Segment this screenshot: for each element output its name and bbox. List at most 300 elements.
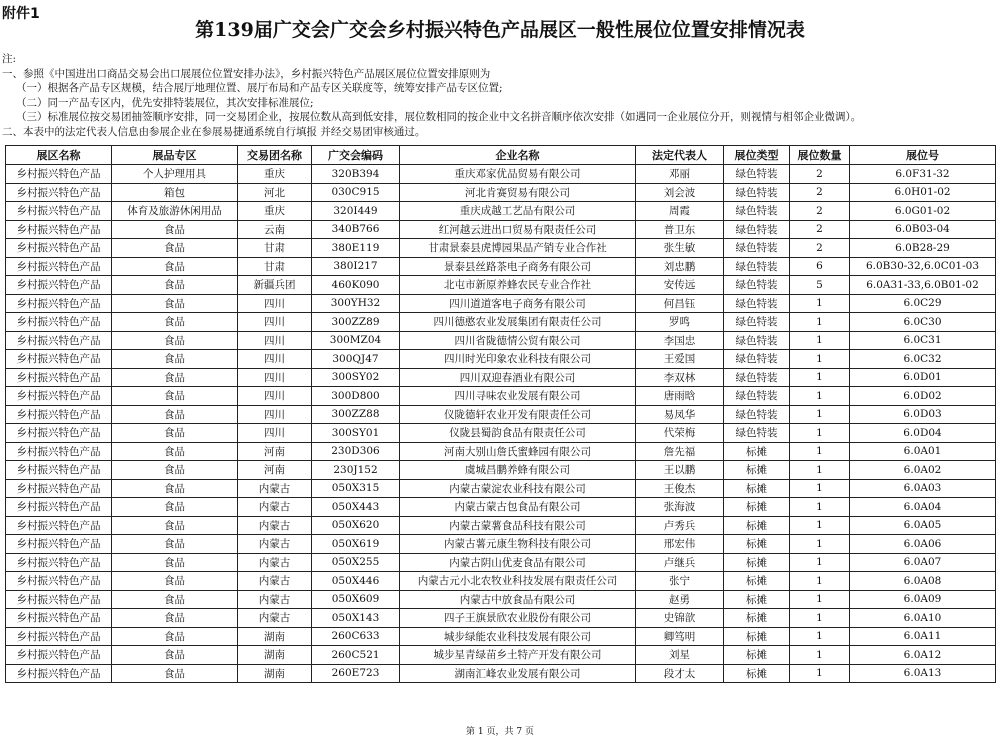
table-cell: 乡村振兴特色产品 bbox=[6, 498, 112, 517]
table-cell: 四川 bbox=[238, 424, 312, 443]
column-header: 展位类型 bbox=[724, 146, 790, 165]
table-cell: 河南大别山詹氏蜜蜂园有限公司 bbox=[400, 442, 636, 461]
table-cell: 320B394 bbox=[312, 165, 400, 184]
table-row bbox=[6, 516, 996, 535]
table-cell: 绿色特装 bbox=[724, 239, 790, 258]
table-cell: 6.0C30 bbox=[850, 313, 996, 332]
table-row bbox=[6, 479, 996, 498]
table-cell: 标摊 bbox=[724, 627, 790, 646]
table-cell: 300MZ04 bbox=[312, 331, 400, 350]
table-cell: 1 bbox=[790, 535, 850, 554]
table-cell: 四川 bbox=[238, 350, 312, 369]
table-row bbox=[6, 442, 996, 461]
table-cell: 卢秀兵 bbox=[636, 516, 724, 535]
column-header: 交易团名称 bbox=[238, 146, 312, 165]
table-cell: 湖南 bbox=[238, 646, 312, 665]
table-cell: 乡村振兴特色产品 bbox=[6, 294, 112, 313]
table-cell: 四川 bbox=[238, 331, 312, 350]
column-header: 广交会编码 bbox=[312, 146, 400, 165]
table-cell: 段才太 bbox=[636, 664, 724, 683]
table-cell: 四川 bbox=[238, 294, 312, 313]
table-cell: 6.0A08 bbox=[850, 572, 996, 591]
table-cell: 乡村振兴特色产品 bbox=[6, 350, 112, 369]
table-cell: 代荣梅 bbox=[636, 424, 724, 443]
table-cell: 李国忠 bbox=[636, 331, 724, 350]
table-cell: 1 bbox=[790, 350, 850, 369]
table-cell: 河南 bbox=[238, 442, 312, 461]
table-cell: 食品 bbox=[112, 572, 238, 591]
table-cell: 6.0D02 bbox=[850, 387, 996, 406]
table-cell: 河北 bbox=[238, 183, 312, 202]
booth-table bbox=[5, 145, 996, 683]
table-cell: 卿笃明 bbox=[636, 627, 724, 646]
table-cell: 邓丽 bbox=[636, 165, 724, 184]
table-cell: 食品 bbox=[112, 294, 238, 313]
table-cell: 四川 bbox=[238, 387, 312, 406]
table-cell: 乡村振兴特色产品 bbox=[6, 424, 112, 443]
table-cell: 6.0C29 bbox=[850, 294, 996, 313]
table-cell: 食品 bbox=[112, 442, 238, 461]
table-cell: 食品 bbox=[112, 535, 238, 554]
table-cell: 300ZZ89 bbox=[312, 313, 400, 332]
table-cell: 食品 bbox=[112, 479, 238, 498]
table-cell: 绿色特装 bbox=[724, 183, 790, 202]
table-cell: 绿色特装 bbox=[724, 368, 790, 387]
table-cell: 050X143 bbox=[312, 609, 400, 628]
table-cell: 王俊杰 bbox=[636, 479, 724, 498]
table-cell: 乡村振兴特色产品 bbox=[6, 609, 112, 628]
table-cell: 1 bbox=[790, 313, 850, 332]
table-cell: 300YH32 bbox=[312, 294, 400, 313]
table-cell: 赵勇 bbox=[636, 590, 724, 609]
table-cell: 6.0B03-04 bbox=[850, 220, 996, 239]
table-cell: 乡村振兴特色产品 bbox=[6, 313, 112, 332]
table-cell: 标摊 bbox=[724, 442, 790, 461]
table-cell: 乡村振兴特色产品 bbox=[6, 202, 112, 221]
table-cell: 食品 bbox=[112, 313, 238, 332]
table-cell: 2 bbox=[790, 220, 850, 239]
table-cell: 乡村振兴特色产品 bbox=[6, 461, 112, 480]
table-row bbox=[6, 202, 996, 221]
table-cell: 绿色特装 bbox=[724, 276, 790, 295]
table-cell: 重庆成越工艺品有限公司 bbox=[400, 202, 636, 221]
table-row bbox=[6, 257, 996, 276]
table-cell: 2 bbox=[790, 239, 850, 258]
table-cell: 食品 bbox=[112, 239, 238, 258]
table-cell: 300ZZ88 bbox=[312, 405, 400, 424]
notes-label: 注: bbox=[2, 53, 17, 65]
table-row bbox=[6, 590, 996, 609]
table-cell: 刘会波 bbox=[636, 183, 724, 202]
table-cell: 詹先福 bbox=[636, 442, 724, 461]
table-cell: 河南 bbox=[238, 461, 312, 480]
table-cell: 乡村振兴特色产品 bbox=[6, 535, 112, 554]
table-cell: 6.0A06 bbox=[850, 535, 996, 554]
table-cell: 6.0H01-02 bbox=[850, 183, 996, 202]
table-cell: 食品 bbox=[112, 590, 238, 609]
table-cell: 乡村振兴特色产品 bbox=[6, 239, 112, 258]
table-cell: 食品 bbox=[112, 424, 238, 443]
table-cell: 城步绿能农业科技发展有限公司 bbox=[400, 627, 636, 646]
table-cell: 李双林 bbox=[636, 368, 724, 387]
table-cell: 乡村振兴特色产品 bbox=[6, 276, 112, 295]
note-line: （三）标准展位按交易团抽签顺序安排，同一交易团企业，按展位数从高到低安排，展位数相同的按企业中文名拼音顺序依次安排（如遇同一企业展位分开，则视情与相邻企业微调）。 bbox=[16, 111, 862, 124]
table-cell: 2 bbox=[790, 202, 850, 221]
table-cell: 乡村振兴特色产品 bbox=[6, 664, 112, 683]
table-cell: 食品 bbox=[112, 516, 238, 535]
table-cell: 内蒙古薯元康生物科技有限公司 bbox=[400, 535, 636, 554]
table-cell: 6.0D03 bbox=[850, 405, 996, 424]
table-cell: 绿色特装 bbox=[724, 405, 790, 424]
page-title: 第139届广交会广交会乡村振兴特色产品展区一般性展位位置安排情况表 bbox=[195, 19, 805, 41]
table-cell: 北屯市新原养蜂农民专业合作社 bbox=[400, 276, 636, 295]
table-cell: 城步星青绿苗乡土特产开发有限公司 bbox=[400, 646, 636, 665]
column-header: 企业名称 bbox=[400, 146, 636, 165]
table-row bbox=[6, 424, 996, 443]
table-cell: 仪陇县蜀韵食品有限责任公司 bbox=[400, 424, 636, 443]
table-cell: 1 bbox=[790, 442, 850, 461]
table-cell: 内蒙古元小北农牧业科技发展有限责任公司 bbox=[400, 572, 636, 591]
table-row bbox=[6, 276, 996, 295]
table-row bbox=[6, 646, 996, 665]
table-cell: 6.0G01-02 bbox=[850, 202, 996, 221]
table-cell: 卢继兵 bbox=[636, 553, 724, 572]
table-cell: 虞城昌鹏养蜂有限公司 bbox=[400, 461, 636, 480]
table-body bbox=[6, 165, 996, 683]
table-cell: 260C633 bbox=[312, 627, 400, 646]
table-cell: 乡村振兴特色产品 bbox=[6, 220, 112, 239]
table-cell: 史锦歆 bbox=[636, 609, 724, 628]
table-row bbox=[6, 405, 996, 424]
table-row bbox=[6, 220, 996, 239]
table-cell: 内蒙古 bbox=[238, 553, 312, 572]
table-cell: 四川双迎春酒业有限公司 bbox=[400, 368, 636, 387]
table-cell: 6.0A12 bbox=[850, 646, 996, 665]
table-row bbox=[6, 664, 996, 683]
table-cell: 1 bbox=[790, 553, 850, 572]
table-cell: 标摊 bbox=[724, 498, 790, 517]
table-cell: 个人护理用具 bbox=[112, 165, 238, 184]
table-cell: 6.0C32 bbox=[850, 350, 996, 369]
table-cell: 标摊 bbox=[724, 572, 790, 591]
table-cell: 四川时光印象农业科技有限公司 bbox=[400, 350, 636, 369]
table-cell: 乡村振兴特色产品 bbox=[6, 553, 112, 572]
table-cell: 1 bbox=[790, 609, 850, 628]
column-header: 展区名称 bbox=[6, 146, 112, 165]
table-cell: 内蒙古 bbox=[238, 590, 312, 609]
table-cell: 230J152 bbox=[312, 461, 400, 480]
table-cell: 1 bbox=[790, 405, 850, 424]
table-cell: 1 bbox=[790, 516, 850, 535]
table-cell: 绿色特装 bbox=[724, 350, 790, 369]
table-cell: 食品 bbox=[112, 609, 238, 628]
table-cell: 食品 bbox=[112, 461, 238, 480]
table-row bbox=[6, 572, 996, 591]
table-cell: 四川省陇德情公贸有限公司 bbox=[400, 331, 636, 350]
table-cell: 王以鹏 bbox=[636, 461, 724, 480]
column-header: 法定代表人 bbox=[636, 146, 724, 165]
table-cell: 标摊 bbox=[724, 479, 790, 498]
table-cell: 绿色特装 bbox=[724, 165, 790, 184]
table-cell: 食品 bbox=[112, 553, 238, 572]
table-cell: 6.0A31-33,6.0B01-02 bbox=[850, 276, 996, 295]
table-cell: 050X609 bbox=[312, 590, 400, 609]
table-cell: 湖南 bbox=[238, 664, 312, 683]
table-cell: 050X620 bbox=[312, 516, 400, 535]
table-cell: 1 bbox=[790, 479, 850, 498]
table-cell: 300D800 bbox=[312, 387, 400, 406]
table-cell: 内蒙古阴山优麦食品有限公司 bbox=[400, 553, 636, 572]
table-cell: 甘肃 bbox=[238, 257, 312, 276]
table-cell: 6.0B28-29 bbox=[850, 239, 996, 258]
table-cell: 重庆 bbox=[238, 165, 312, 184]
table-cell: 四川道道客电子商务有限公司 bbox=[400, 294, 636, 313]
table-cell: 标摊 bbox=[724, 516, 790, 535]
table-cell: 绿色特装 bbox=[724, 424, 790, 443]
table-cell: 标摊 bbox=[724, 664, 790, 683]
column-header: 展位号 bbox=[850, 146, 996, 165]
table-cell: 标摊 bbox=[724, 646, 790, 665]
table-cell: 1 bbox=[790, 294, 850, 313]
table-cell: 6.0D01 bbox=[850, 368, 996, 387]
table-cell: 云南 bbox=[238, 220, 312, 239]
table-cell: 1 bbox=[790, 368, 850, 387]
table-row bbox=[6, 183, 996, 202]
table-cell: 食品 bbox=[112, 405, 238, 424]
table-row bbox=[6, 313, 996, 332]
table-cell: 邢宏伟 bbox=[636, 535, 724, 554]
table-cell: 新疆兵团 bbox=[238, 276, 312, 295]
table-cell: 标摊 bbox=[724, 553, 790, 572]
table-cell: 食品 bbox=[112, 220, 238, 239]
table-cell: 重庆邓家优品贸易有限公司 bbox=[400, 165, 636, 184]
table-cell: 300SY02 bbox=[312, 368, 400, 387]
table-cell: 内蒙古中放食品有限公司 bbox=[400, 590, 636, 609]
table-cell: 050X255 bbox=[312, 553, 400, 572]
table-cell: 何昌钰 bbox=[636, 294, 724, 313]
note-line: （一）根据各产品专区规模，结合展厅地理位置、展厅布局和产品专区关联度等，统筹安排产品专区位置; bbox=[16, 82, 503, 95]
table-cell: 内蒙古 bbox=[238, 498, 312, 517]
table-cell: 乡村振兴特色产品 bbox=[6, 590, 112, 609]
table-cell: 6.0A03 bbox=[850, 479, 996, 498]
table-row bbox=[6, 627, 996, 646]
table-row bbox=[6, 387, 996, 406]
table-cell: 6.0A10 bbox=[850, 609, 996, 628]
table-cell: 绿色特装 bbox=[724, 257, 790, 276]
table-cell: 1 bbox=[790, 461, 850, 480]
table-cell: 6.0A13 bbox=[850, 664, 996, 683]
table-cell: 仪陇德轩农业开发有限责任公司 bbox=[400, 405, 636, 424]
table-cell: 绿色特装 bbox=[724, 313, 790, 332]
table-row bbox=[6, 498, 996, 517]
table-cell: 乡村振兴特色产品 bbox=[6, 405, 112, 424]
table-cell: 380E119 bbox=[312, 239, 400, 258]
table-cell: 四川 bbox=[238, 368, 312, 387]
table-cell: 食品 bbox=[112, 627, 238, 646]
table-cell: 乡村振兴特色产品 bbox=[6, 646, 112, 665]
table-cell: 内蒙古 bbox=[238, 609, 312, 628]
table-cell: 湖南汇峰农业发展有限公司 bbox=[400, 664, 636, 683]
table-cell: 甘肃景泰县虎博园果品产销专业合作社 bbox=[400, 239, 636, 258]
table-cell: 300SY01 bbox=[312, 424, 400, 443]
table-cell: 内蒙古 bbox=[238, 516, 312, 535]
table-row bbox=[6, 165, 996, 184]
table-cell: 1 bbox=[790, 590, 850, 609]
table-cell: 1 bbox=[790, 424, 850, 443]
table-cell: 380I217 bbox=[312, 257, 400, 276]
table-cell: 体育及旅游休闲用品 bbox=[112, 202, 238, 221]
table-cell: 刘星 bbox=[636, 646, 724, 665]
table-cell: 内蒙古 bbox=[238, 572, 312, 591]
table-cell: 箱包 bbox=[112, 183, 238, 202]
table-cell: 6.0A01 bbox=[850, 442, 996, 461]
table-cell: 食品 bbox=[112, 498, 238, 517]
table-cell: 易凤华 bbox=[636, 405, 724, 424]
table-row bbox=[6, 350, 996, 369]
table-cell: 050X315 bbox=[312, 479, 400, 498]
notes-section bbox=[2, 52, 998, 140]
table-cell: 食品 bbox=[112, 664, 238, 683]
table-cell: 绿色特装 bbox=[724, 294, 790, 313]
note-line: 二、本表中的法定代表人信息由参展企业在参展易捷通系统自行填报 并经交易团审核通过。 bbox=[2, 125, 426, 138]
table-header-row bbox=[6, 146, 996, 165]
table-cell: 1 bbox=[790, 664, 850, 683]
table-cell: 2 bbox=[790, 165, 850, 184]
table-cell: 甘肃 bbox=[238, 239, 312, 258]
table-cell: 内蒙古蒙薯食品科技有限公司 bbox=[400, 516, 636, 535]
table-cell: 张海波 bbox=[636, 498, 724, 517]
attachment-label: 附件1 bbox=[2, 6, 40, 22]
table-row bbox=[6, 461, 996, 480]
table-cell: 王爱国 bbox=[636, 350, 724, 369]
table-cell: 食品 bbox=[112, 276, 238, 295]
table-cell: 乡村振兴特色产品 bbox=[6, 442, 112, 461]
table-cell: 绿色特装 bbox=[724, 331, 790, 350]
table-cell: 6.0C31 bbox=[850, 331, 996, 350]
table-row bbox=[6, 331, 996, 350]
table-cell: 6.0A11 bbox=[850, 627, 996, 646]
table-cell: 湖南 bbox=[238, 627, 312, 646]
table-row bbox=[6, 294, 996, 313]
table-row bbox=[6, 239, 996, 258]
table-cell: 6 bbox=[790, 257, 850, 276]
table-cell: 乡村振兴特色产品 bbox=[6, 331, 112, 350]
table-cell: 景泰县丝路茶电子商务有限公司 bbox=[400, 257, 636, 276]
table-cell: 普卫东 bbox=[636, 220, 724, 239]
table-cell: 食品 bbox=[112, 331, 238, 350]
table-cell: 乡村振兴特色产品 bbox=[6, 165, 112, 184]
table-cell: 320I449 bbox=[312, 202, 400, 221]
table-row bbox=[6, 609, 996, 628]
table-cell: 050X443 bbox=[312, 498, 400, 517]
table-cell: 260C521 bbox=[312, 646, 400, 665]
table-cell: 唐雨晗 bbox=[636, 387, 724, 406]
table-cell: 6.0D04 bbox=[850, 424, 996, 443]
table-cell: 6.0A09 bbox=[850, 590, 996, 609]
table-cell: 5 bbox=[790, 276, 850, 295]
table-cell: 重庆 bbox=[238, 202, 312, 221]
table-cell: 乡村振兴特色产品 bbox=[6, 183, 112, 202]
table-cell: 1 bbox=[790, 498, 850, 517]
table-cell: 230D306 bbox=[312, 442, 400, 461]
table-cell: 四川 bbox=[238, 405, 312, 424]
table-cell: 1 bbox=[790, 646, 850, 665]
table-cell: 食品 bbox=[112, 368, 238, 387]
table-cell: 1 bbox=[790, 627, 850, 646]
table-cell: 四子王旗景欣农业股份有限公司 bbox=[400, 609, 636, 628]
table-cell: 标摊 bbox=[724, 535, 790, 554]
table-cell: 标摊 bbox=[724, 609, 790, 628]
table-cell: 标摊 bbox=[724, 461, 790, 480]
table-cell: 红河越云进出口贸易有限责任公司 bbox=[400, 220, 636, 239]
table-cell: 刘忠鹏 bbox=[636, 257, 724, 276]
table-cell: 050X619 bbox=[312, 535, 400, 554]
table-cell: 标摊 bbox=[724, 590, 790, 609]
table-cell: 乡村振兴特色产品 bbox=[6, 516, 112, 535]
table-cell: 内蒙古蒙古包食品有限公司 bbox=[400, 498, 636, 517]
note-line: 一、参照《中国进出口商品交易会出口展展位位置安排办法》，乡村振兴特色产品展区展位位置安排原则为 bbox=[2, 67, 491, 80]
table-cell: 6.0A04 bbox=[850, 498, 996, 517]
page-footer: 第 1 页，共 7 页 bbox=[466, 727, 534, 737]
table-cell: 乡村振兴特色产品 bbox=[6, 627, 112, 646]
table-cell: 内蒙古 bbox=[238, 535, 312, 554]
table-cell: 030C915 bbox=[312, 183, 400, 202]
table-cell: 6.0B30-32,6.0C01-03 bbox=[850, 257, 996, 276]
table-cell: 乡村振兴特色产品 bbox=[6, 572, 112, 591]
table-cell: 6.0A07 bbox=[850, 553, 996, 572]
table-cell: 食品 bbox=[112, 646, 238, 665]
table-cell: 食品 bbox=[112, 387, 238, 406]
table-cell: 260E723 bbox=[312, 664, 400, 683]
table-cell: 四川 bbox=[238, 313, 312, 332]
table-cell: 乡村振兴特色产品 bbox=[6, 387, 112, 406]
table-cell: 6.0A05 bbox=[850, 516, 996, 535]
table-cell: 罗鸣 bbox=[636, 313, 724, 332]
column-header: 展位数量 bbox=[790, 146, 850, 165]
table-row bbox=[6, 535, 996, 554]
table-cell: 四川德憨农业发展集团有限责任公司 bbox=[400, 313, 636, 332]
table-cell: 6.0A02 bbox=[850, 461, 996, 480]
table-cell: 四川寻味农业发展有限公司 bbox=[400, 387, 636, 406]
table-cell: 周霞 bbox=[636, 202, 724, 221]
table-cell: 内蒙古 bbox=[238, 479, 312, 498]
table-cell: 乡村振兴特色产品 bbox=[6, 257, 112, 276]
table-cell: 2 bbox=[790, 183, 850, 202]
table-cell: 1 bbox=[790, 331, 850, 350]
table-cell: 安传远 bbox=[636, 276, 724, 295]
table-cell: 1 bbox=[790, 387, 850, 406]
table-cell: 460K090 bbox=[312, 276, 400, 295]
table-cell: 1 bbox=[790, 572, 850, 591]
table-cell: 食品 bbox=[112, 350, 238, 369]
table-cell: 300QJ47 bbox=[312, 350, 400, 369]
table-row bbox=[6, 368, 996, 387]
table-cell: 绿色特装 bbox=[724, 387, 790, 406]
table-cell: 绿色特装 bbox=[724, 220, 790, 239]
table-cell: 绿色特装 bbox=[724, 202, 790, 221]
column-header: 展品专区 bbox=[112, 146, 238, 165]
table-cell: 河北肯赛贸易有限公司 bbox=[400, 183, 636, 202]
table-cell: 内蒙古蒙淀农业科技有限公司 bbox=[400, 479, 636, 498]
table-cell: 340B766 bbox=[312, 220, 400, 239]
table-cell: 乡村振兴特色产品 bbox=[6, 479, 112, 498]
table-row bbox=[6, 553, 996, 572]
table-cell: 食品 bbox=[112, 257, 238, 276]
table-cell: 050X446 bbox=[312, 572, 400, 591]
table-cell: 张生敏 bbox=[636, 239, 724, 258]
note-line: （二）同一产品专区内，优先安排特装展位，其次安排标准展位; bbox=[16, 96, 314, 109]
table-cell: 6.0F31-32 bbox=[850, 165, 996, 184]
